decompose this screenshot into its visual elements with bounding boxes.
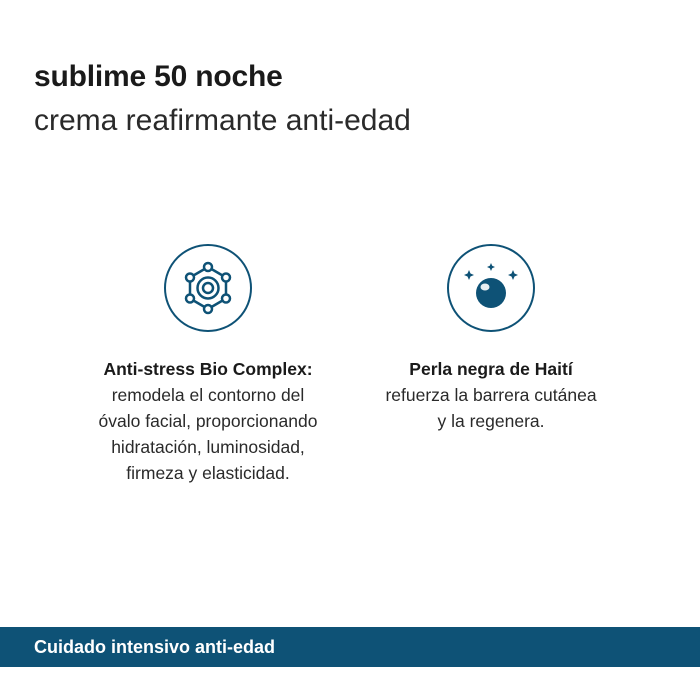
feature-title: Perla negra de Haití bbox=[409, 359, 573, 379]
feature-black-pearl bbox=[341, 244, 641, 434]
molecule-icon bbox=[164, 244, 252, 332]
feature-bio-complex bbox=[58, 244, 358, 486]
feature-title: Anti-stress Bio Complex: bbox=[103, 359, 313, 379]
feature-description: remodela el contorno del óvalo facial, proporcionando hidratación, luminosidad, firmeza y elasticidad. bbox=[98, 385, 318, 483]
product-title: sublime 50 noche bbox=[34, 60, 283, 93]
footer-banner bbox=[0, 627, 700, 667]
pearl-icon bbox=[447, 244, 535, 332]
footer-label: Cuidado intensivo anti-edad bbox=[34, 637, 276, 657]
product-subtitle: crema reafirmante anti-edad bbox=[34, 104, 411, 137]
feature-description: refuerza la barrera cutánea y la regenera. bbox=[385, 385, 597, 431]
